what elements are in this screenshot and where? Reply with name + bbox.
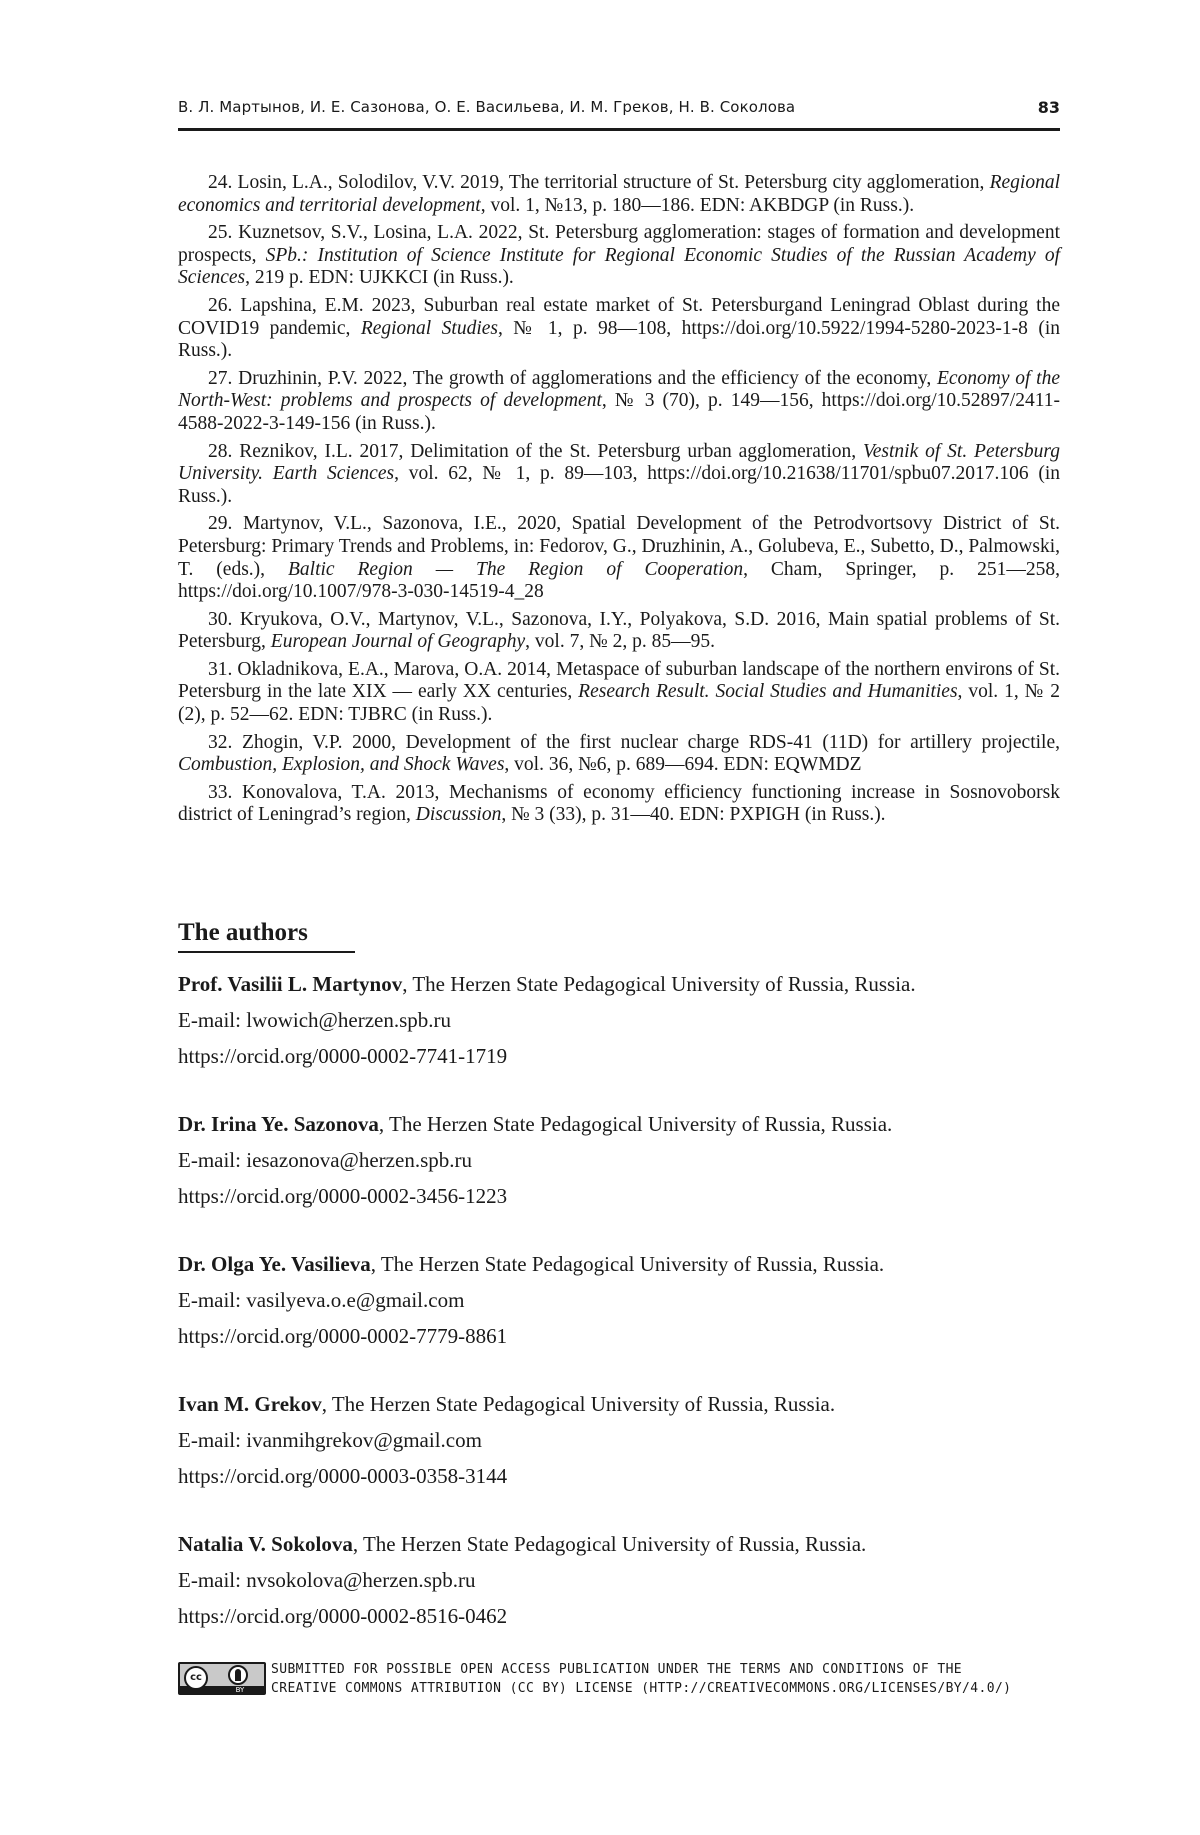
reference-text: Reznikov, I.L. 2017, Delimitation of the St. Petersburg urban agglomeration, <box>232 440 864 462</box>
license-line-2: CREATIVE COMMONS ATTRIBUTION (CC BY) LICENSE (HTTP://CREATIVECOMMONS.ORG/LICENSES/BY/4.0/) <box>271 1681 1012 1696</box>
reference-item <box>178 659 1060 727</box>
reference-item <box>178 441 1060 509</box>
license-text <box>271 1660 1061 1698</box>
reference-text: Druzhinin, P.V. 2022, The growth of agglomerations and the efficiency of the economy, <box>232 367 937 389</box>
reference-text: Losin, L.A., Solodilov, V.V. 2019, The territorial structure of St. Petersburg city agglomeration, <box>232 172 990 193</box>
reference-details: , 219 p. EDN: UJKKCI (in Russ.). <box>245 267 514 289</box>
reference-item <box>178 295 1060 363</box>
author-line <box>178 1526 1060 1562</box>
author-entry <box>178 1386 1060 1494</box>
author-orcid: https://orcid.org/0000-0002-8516-0462 <box>178 1604 508 1628</box>
author-name: Ivan M. Grekov <box>178 1392 322 1416</box>
reference-item <box>178 222 1060 290</box>
reference-text: Zhogin, V.P. 2000, Development of the first nuclear charge RDS-41 (11D) for artillery projectile, <box>232 731 1060 753</box>
author-orcid: https://orcid.org/0000-0003-0358-3144 <box>178 1464 508 1488</box>
running-head <box>178 98 1060 122</box>
author-line <box>178 1246 1060 1282</box>
author-orcid: https://orcid.org/0000-0002-3456-1223 <box>178 1184 508 1208</box>
author-name: Dr. Irina Ye. Sazonova <box>178 1112 379 1136</box>
reference-number: 27. <box>208 367 233 389</box>
reference-details: , vol. 36, №6, p. 689—694. EDN: EQWMDZ <box>504 754 862 776</box>
reference-source: SPb.: Institution of Science Institute for Regional Economic Studies of the Russian Academy of Sciences <box>178 244 1061 289</box>
reference-source: Discussion <box>415 804 502 826</box>
header-rule <box>178 128 1060 131</box>
license-line-1: SUBMITTED FOR POSSIBLE OPEN ACCESS PUBLICATION UNDER THE TERMS AND CONDITIONS OF THE <box>271 1662 963 1677</box>
reference-details: , vol. 62, № 1, p. 89—103, https://doi.org/10.21638/11701/spbu07.2017.106 (in Russ.). <box>178 463 1060 507</box>
reference-details: , vol. 1, № 2 (2), p. 52—62. EDN: TJBRC (in Russ.). <box>178 681 1061 726</box>
reference-number: 30. <box>208 608 233 630</box>
reference-item <box>178 368 1060 436</box>
author-entry <box>178 1246 1060 1354</box>
reference-source: Regional Studies <box>360 317 498 339</box>
reference-number: 32. <box>208 731 233 753</box>
author-name: Natalia V. Sokolova <box>178 1532 353 1556</box>
authors-heading-rule <box>178 951 355 953</box>
reference-item <box>178 172 1060 217</box>
reference-source: Research Result. Social Studies and Humanities <box>578 681 958 703</box>
author-entry <box>178 966 1060 1074</box>
reference-details: , Cham, Springer, p. 251—258, https://doi.org/10.1007/978-3-030-14519-4_28 <box>178 558 1060 603</box>
page-number: 83 <box>1037 98 1060 117</box>
reference-item <box>178 513 1060 603</box>
reference-details: , vol. 7, № 2, p. 85—95. <box>525 631 715 653</box>
author-orcid: https://orcid.org/0000-0002-7741-1719 <box>178 1044 508 1068</box>
reference-details: , № 1, p. 98—108, https://doi.org/10.5922/1994-5280-2023-1-8 (in Russ.). <box>178 317 1060 362</box>
author-line <box>178 1106 1060 1142</box>
author-affiliation: , The Herzen State Pedagogical University of Russia, Russia. <box>321 1392 836 1416</box>
reference-number: 25. <box>208 222 233 244</box>
author-orcid: https://orcid.org/0000-0002-7779-8861 <box>178 1324 508 1348</box>
reference-number: 31. <box>208 658 233 680</box>
attribution-person-icon <box>228 1665 248 1685</box>
reference-text: Kuznetsov, S.V., Losina, L.A. 2022, St. Petersburg agglomeration: stages of formation and development prospects, <box>178 222 1060 266</box>
reference-text: Lapshina, E.M. 2023, Suburban real estate market of St. Petersburgand Leningrad Oblast during the COVID19 pandemic, <box>178 294 1060 339</box>
reference-list <box>178 172 1060 832</box>
author-email: E-mail: lwowich@herzen.spb.ru <box>178 1008 452 1032</box>
author-line <box>178 1386 1060 1422</box>
reference-item <box>178 732 1060 777</box>
author-email: E-mail: nvsokolova@herzen.spb.ru <box>178 1568 476 1592</box>
author-email: E-mail: vasilyeva.o.e@gmail.com <box>178 1288 465 1312</box>
reference-details: , vol. 1, №13, p. 180—186. EDN: AKBDGP (in Russ.). <box>480 194 915 216</box>
document-page <box>178 0 1060 1835</box>
reference-item <box>178 609 1060 654</box>
author-affiliation: , The Herzen State Pedagogical University of Russia, Russia. <box>370 1252 885 1276</box>
cc-icon: cc <box>184 1666 208 1690</box>
author-entry <box>178 1526 1060 1634</box>
reference-number: 28. <box>208 440 233 462</box>
reference-text: Kryukova, O.V., Martynov, V.L., Sazonova, I.Y., Polyakova, S.D. 2016, Main spatial problems of St. Petersburg, <box>178 608 1060 653</box>
author-affiliation: , The Herzen State Pedagogical University of Russia, Russia. <box>402 972 916 996</box>
authors-heading: The authors <box>178 919 308 946</box>
running-head-authors: В. Л. Мартынов, И. Е. Сазонова, О. Е. Васильева, И. М. Греков, Н. В. Соколова <box>178 98 796 116</box>
by-label: BY <box>235 1686 245 1694</box>
reference-details: , № 3 (70), p. 149—156, https://doi.org/10.52897/2411-4588-2022-3-149-156 (in Russ.). <box>178 390 1060 434</box>
author-affiliation: , The Herzen State Pedagogical University of Russia, Russia. <box>352 1532 867 1556</box>
reference-details: , № 3 (33), p. 31—40. EDN: PXPIGH (in Russ.). <box>501 804 886 826</box>
author-line <box>178 966 1060 1002</box>
author-name: Prof. Vasilii L. Martynov <box>178 972 403 996</box>
author-entry <box>178 1106 1060 1214</box>
author-email: E-mail: iesazonova@herzen.spb.ru <box>178 1148 472 1172</box>
reference-text: Okladnikova, E.A., Marova, O.A. 2014, Metaspace of suburban landscape of the northern environs of St. Petersburg in the late XIX — early XX centuries, <box>178 658 1060 703</box>
reference-source: Vestnik of St. Petersburg University. Earth Sciences <box>178 440 1060 485</box>
reference-number: 26. <box>208 294 233 316</box>
author-email: E-mail: ivanmihgrekov@gmail.com <box>178 1428 482 1452</box>
license-block <box>178 1660 1060 1700</box>
reference-source: Economy of the North-West: problems and prospects of development <box>178 367 1060 412</box>
reference-text: Konovalova, T.A. 2013, Mechanisms of economy efficiency functioning increase in Sosnovoborsk district of Leningrad’s region, <box>178 781 1060 826</box>
reference-item <box>178 782 1060 827</box>
reference-number: 24. <box>208 172 233 193</box>
reference-source: Baltic Region — The Region of Cooperation <box>287 558 744 580</box>
reference-text: Martynov, V.L., Sazonova, I.E., 2020, Spatial Development of the Petrodvortsovy District of St. Petersburg: Primary Trends and Problems, in: Fedorov, G., Druzhinin, A., Golubeva, E., Subetto, D., Palmowski, T. (eds.), <box>178 513 1060 580</box>
author-name: Dr. Olga Ye. Vasilieva <box>178 1252 371 1276</box>
cc-by-license-icon <box>178 1662 266 1695</box>
reference-source: Combustion, Explosion, and Shock Waves <box>178 754 505 776</box>
reference-source: European Journal of Geography <box>270 631 526 653</box>
reference-number: 33. <box>208 781 233 803</box>
reference-source: Regional economics and territorial development <box>178 172 1060 216</box>
reference-number: 29. <box>208 513 233 535</box>
author-affiliation: , The Herzen State Pedagogical University of Russia, Russia. <box>378 1112 893 1136</box>
